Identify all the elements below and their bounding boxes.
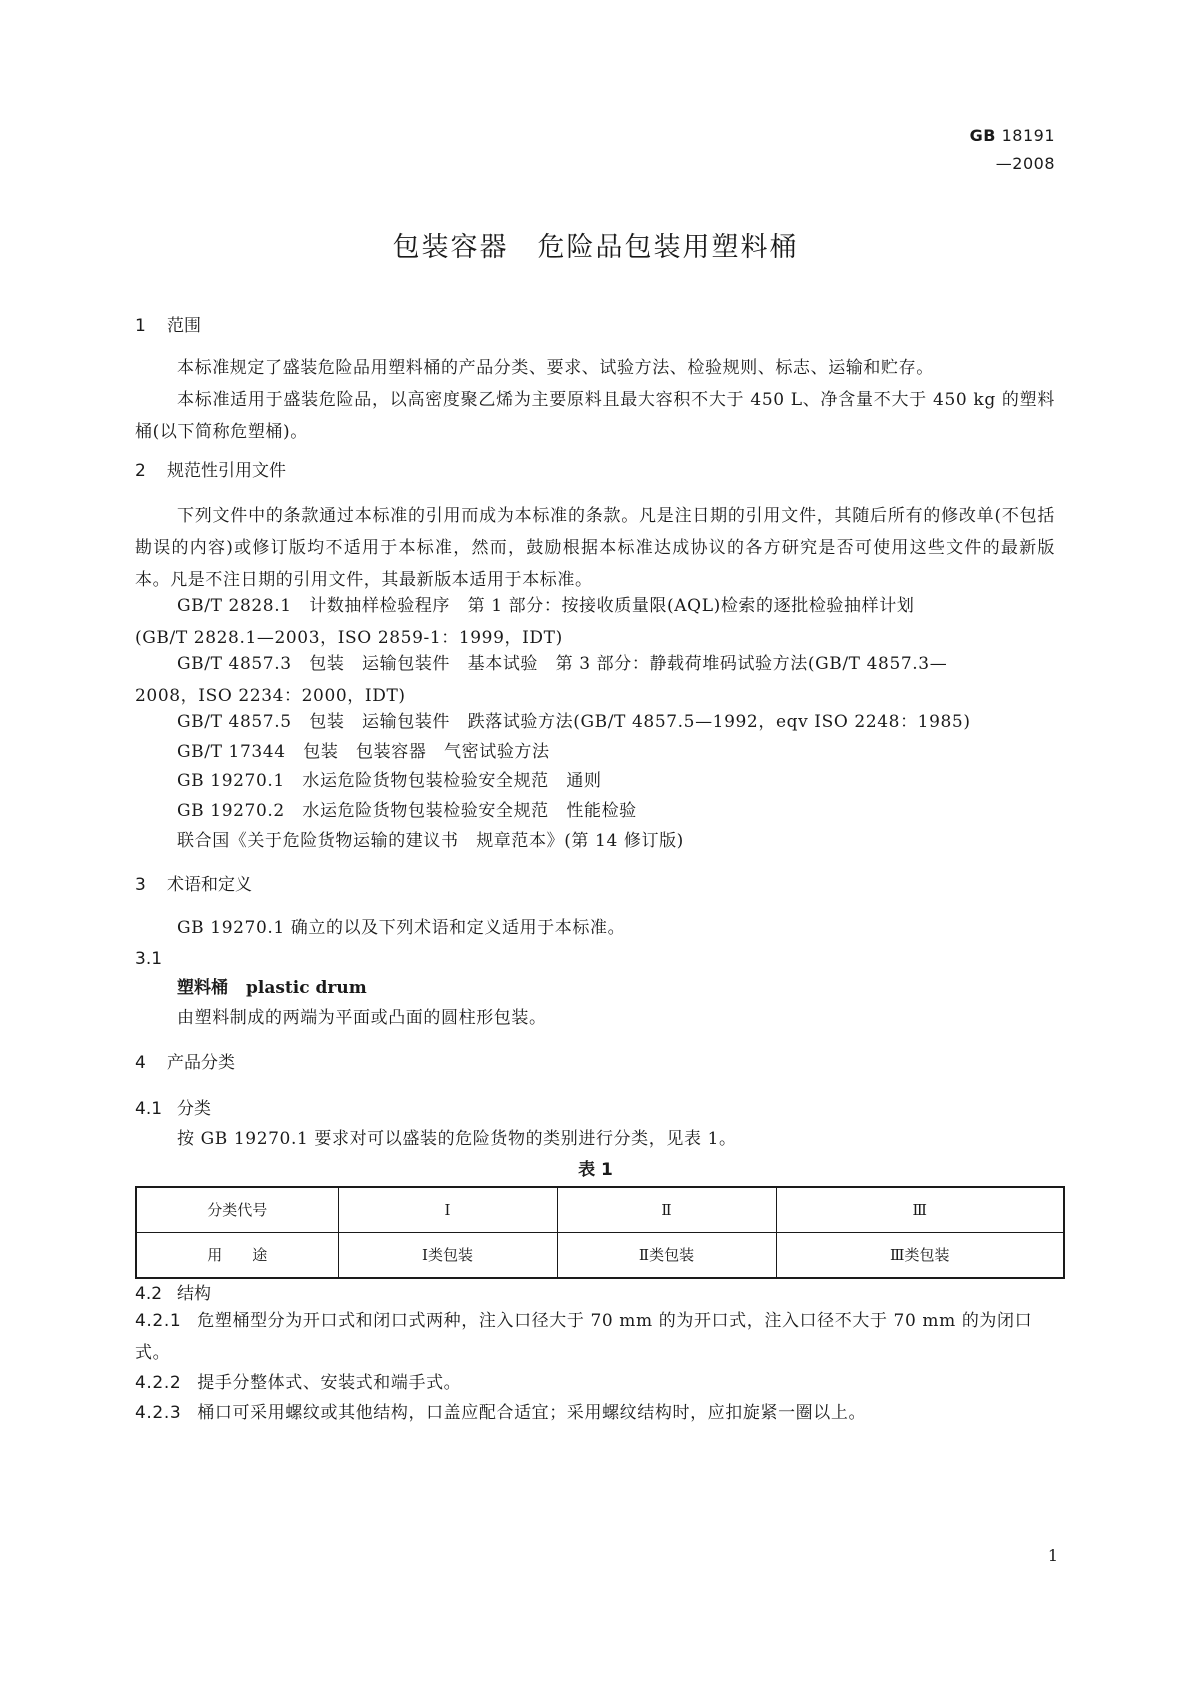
table-cell: Ⅰ: [338, 1187, 557, 1233]
subsection-4-1-heading: 4.1 分类: [135, 1099, 211, 1119]
table-cell: 分类代号: [136, 1187, 338, 1233]
table-cell: Ⅱ类包装: [557, 1233, 776, 1279]
term-english: plastic drum: [246, 978, 367, 998]
term-chinese: 塑料桶: [177, 978, 228, 998]
section-3-heading: 3 术语和定义: [135, 875, 252, 895]
table-cell: Ⅲ: [776, 1187, 1064, 1233]
term-definition: 由塑料制成的两端为平面或凸面的圆柱形包装。: [177, 1008, 547, 1028]
term-entry: [177, 974, 367, 1002]
table-cell: 用 途: [136, 1233, 338, 1279]
subsection-4-1-text: 按 GB 19270.1 要求对可以盛装的危险货物的类别进行分类，见表 1。: [177, 1129, 737, 1149]
document-title: 包装容器 危险品包装用塑料桶: [392, 232, 799, 263]
reference-item: GB/T 2828.1 计数抽样检验程序 第 1 部分：按接收质量限(AQL)检索的逐批检验抽样计划 (GB/T 2828.1—2003，ISO 2859-1：1999，IDT): [135, 596, 915, 648]
table-cell: Ⅰ类包装: [338, 1233, 557, 1279]
subsection-4-2-heading: 4.2 结构: [135, 1284, 211, 1304]
table-cell: Ⅲ类包装: [776, 1233, 1064, 1279]
clause-4-2-2: 4.2.2 提手分整体式、安装式和端手式。: [135, 1373, 462, 1393]
table-row: [136, 1233, 1064, 1279]
reference-item: GB/T 4857.5 包装 运输包装件 跌落试验方法(GB/T 4857.5—1992，eqv ISO 2248：1985): [177, 712, 971, 732]
reference-item: GB/T 17344 包装 包装容器 气密试验方法: [177, 742, 550, 762]
section-1-paragraph-1: 本标准规定了盛装危险品用塑料桶的产品分类、要求、试验方法、检验规则、标志、运输和贮存。: [177, 358, 934, 378]
classification-table: [135, 1186, 1065, 1279]
table-row: [136, 1187, 1064, 1233]
reference-item: GB 19270.1 水运危险货物包装检验安全规范 通则: [177, 771, 602, 791]
reference-item: 联合国《关于危险货物运输的建议书 规章范本》(第 14 修订版): [177, 831, 684, 851]
page-number: 1: [1047, 1546, 1058, 1565]
section-1-paragraph-2: 本标准适用于盛装危险品，以高密度聚乙烯为主要原料且最大容积不大于 450 L、净含量不大于 450 kg 的塑料桶(以下简称危塑桶)。: [135, 390, 1055, 442]
table-cell: Ⅱ: [557, 1187, 776, 1233]
reference-item: GB 19270.2 水运危险货物包装检验安全规范 性能检验: [177, 801, 637, 821]
table-caption: 表 1: [578, 1160, 613, 1180]
clause-number: 3.1: [135, 949, 163, 969]
standard-number: GB 18191—2008: [969, 126, 1055, 173]
section-1-heading: 1 范围: [135, 316, 201, 336]
section-2-heading: 2 规范性引用文件: [135, 461, 286, 481]
clause-4-2-1: 4.2.1 危塑桶型分为开口式和闭口式两种，注入口径大于 70 mm 的为开口式，注入口径不大于 70 mm 的为闭口式。: [135, 1311, 1033, 1363]
section-4-heading: 4 产品分类: [135, 1053, 235, 1073]
reference-item: GB/T 4857.3 包装 运输包装件 基本试验 第 3 部分：静载荷堆码试验方法(GB/T 4857.3— 2008，ISO 2234：2000，IDT): [135, 654, 948, 706]
clause-4-2-3: 4.2.3 桶口可采用螺纹或其他结构，口盖应配合适宜；采用螺纹结构时，应扣旋紧一圈以上。: [135, 1403, 867, 1423]
section-2-intro: 下列文件中的条款通过本标准的引用而成为本标准的条款。凡是注日期的引用文件，其随后所有的修改单(不包括勘误的内容)或修订版均不适用于本标准，然而，鼓励根据本标准达成协议的各方研究是否可使用这些文件的最新版本。凡是不注日期的引用文件，其最新版本适用于本标准。: [135, 506, 1055, 590]
section-3-intro: GB 19270.1 确立的以及下列术语和定义适用于本标准。: [177, 918, 626, 938]
